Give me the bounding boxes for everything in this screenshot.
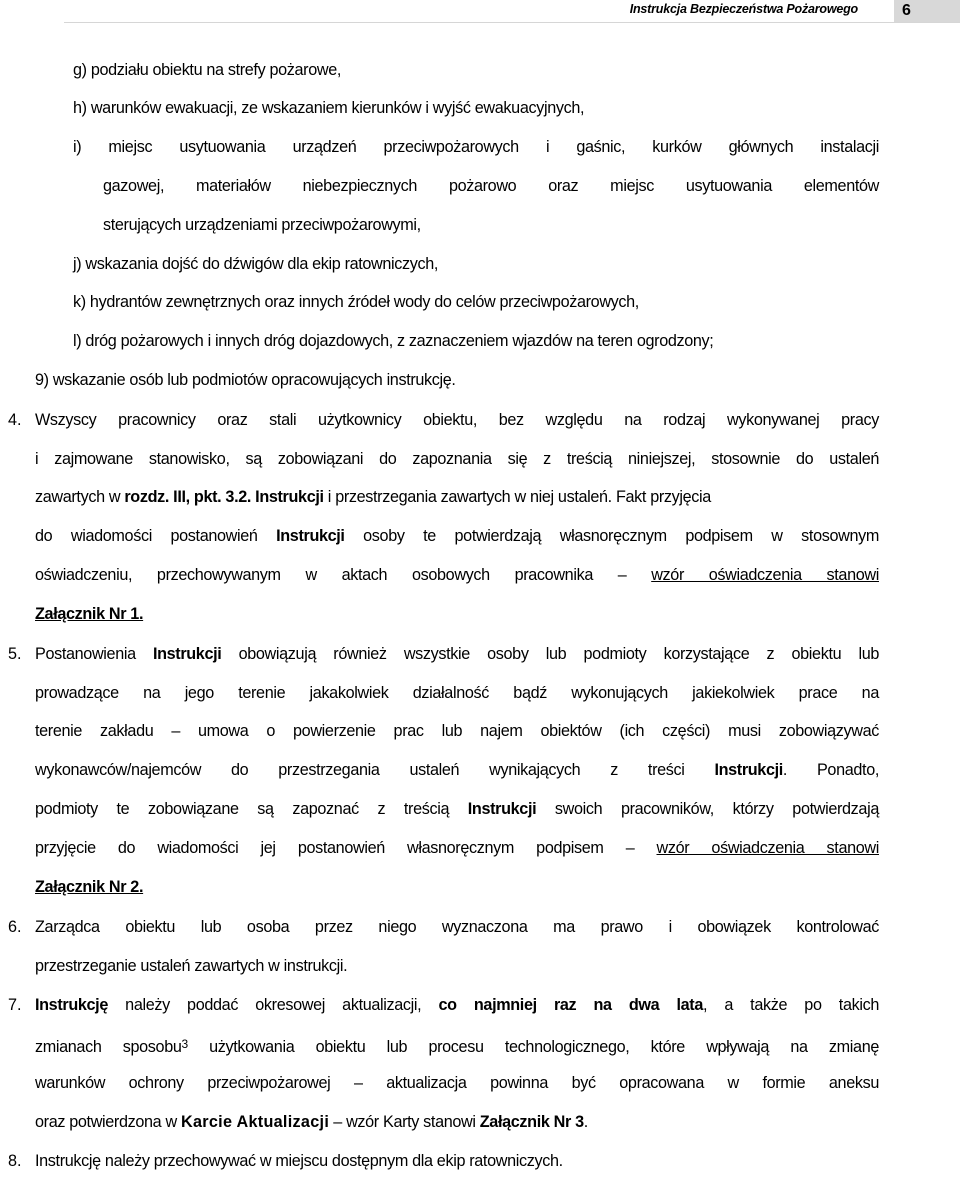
paragraph-line: do wiadomości postanowień Instrukcji osoby te potwierdzają własnoręcznym podpisem w stosownym (35, 527, 879, 545)
section-number: 8. (8, 1152, 22, 1170)
section-number: 4. (8, 411, 22, 429)
header-title: Instrukcja Bezpieczeństwa Pożarowego (629, 2, 858, 16)
list-item-h: h) warunków ewakuacji, ze wskazaniem kierunków i wyjść ewakuacyjnych, (73, 99, 585, 117)
list-item-i-cont: gazowej, materiałów niebezpiecznych pożarowo oraz miejsc usytuowania elementów (103, 177, 879, 195)
list-item-i: i) miejsc usytuowania urządzeń przeciwpożarowych i gaśnic, kurków głównych instalacji (73, 138, 879, 156)
list-item-j: j) wskazania dojść do dźwigów dla ekip ratowniczych, (73, 255, 439, 273)
section-number: 7. (8, 996, 22, 1014)
list-item-i-cont: sterujących urządzeniami przeciwpożarowymi, (103, 216, 421, 234)
footnote-marker: 3 (181, 1037, 188, 1051)
paragraph-line: oraz potwierdzona w Karcie Aktualizacji – wzór Karty stanowi Załącznik Nr 3. (35, 1113, 588, 1131)
paragraph-line: Postanowienia Instrukcji obowiązują również wszystkie osoby lub podmioty korzystające z obiektu lub (35, 645, 879, 663)
page-header (64, 0, 960, 23)
paragraph-line: Wszyscy pracownicy oraz stali użytkownicy obiektu, bez względu na rodzaj wykonywanej pracy (35, 411, 879, 429)
paragraph-line: terenie zakładu – umowa o powierzenie prac lub najem obiektów (ich części) musi zobowiązywać (35, 722, 879, 740)
paragraph-line: warunków ochrony przeciwpożarowej – aktualizacja powinna być opracowana w formie aneksu (35, 1074, 879, 1092)
list-item-g: g) podziału obiektu na strefy pożarowe, (73, 61, 341, 79)
list-item-9: 9) wskazanie osób lub podmiotów opracowujących instrukcję. (35, 371, 456, 389)
attachment-link: wzór oświadczenia stanowi (656, 839, 879, 857)
paragraph-line: przyjęcie do wiadomości jej postanowień własnoręcznym podpisem – wzór oświadczenia stanowi (35, 839, 879, 857)
paragraph-line: prowadzące na jego terenie jakakolwiek działalność bądź wykonujących jakiekolwiek prace na (35, 684, 879, 702)
paragraph-line: zmianach sposobu$^3$ użytkowania obiektu lub procesu technologicznego, które wpływają na zmianę (35, 1037, 879, 1056)
list-item-l: l) dróg pożarowych i innych dróg dojazdowych, z zaznaczeniem wjazdów na teren ogrodzony; (73, 332, 714, 350)
paragraph-line: oświadczeniu, przechowywanym w aktach osobowych pracownika – wzór oświadczenia stanowi (35, 566, 879, 584)
reference-bold: rozdz. III, pkt. 3.2. Instrukcji (124, 488, 324, 506)
paragraph-line: Zarządca obiektu lub osoba przez niego wyznaczona ma prawo i obowiązek kontrolować (35, 918, 879, 936)
attachment-3-label: Załącznik Nr 3 (479, 1113, 584, 1131)
paragraph-line: podmioty te zobowiązane są zapoznać z treścią Instrukcji swoich pracowników, którzy potwierdzają (35, 800, 879, 818)
page-number: 6 (902, 2, 911, 19)
paragraph-line: przestrzeganie ustaleń zawartych w instrukcji. (35, 957, 348, 975)
attachment-2-label: Załącznik Nr 2. (35, 878, 144, 896)
paragraph-line: Instrukcję należy poddać okresowej aktualizacji, co najmniej raz na dwa lata, a także po takich (35, 996, 879, 1014)
section-number: 6. (8, 918, 22, 936)
paragraph-line: Instrukcję należy przechowywać w miejscu dostępnym dla ekip ratowniczych. (35, 1152, 563, 1170)
attachment-link: wzór oświadczenia stanowi (651, 566, 879, 584)
paragraph-line: i zajmowane stanowisko, są zobowiązani do zapoznania się z treścią niniejszej, stosownie do ustaleń (35, 450, 879, 468)
list-item-k: k) hydrantów zewnętrznych oraz innych źródeł wody do celów przeciwpożarowych, (73, 293, 639, 311)
paragraph-line: wykonawców/najemców do przestrzegania ustaleń wynikających z treści Instrukcji. Ponadto, (35, 761, 879, 779)
attachment-1-label: Załącznik Nr 1. (35, 605, 144, 623)
paragraph-line: zawartych w rozdz. III, pkt. 3.2. Instrukcji i przestrzegania zawartych w niej ustaleń. Fakt przyjęcia (35, 488, 711, 506)
page-number-box (894, 0, 960, 22)
section-number: 5. (8, 645, 22, 663)
